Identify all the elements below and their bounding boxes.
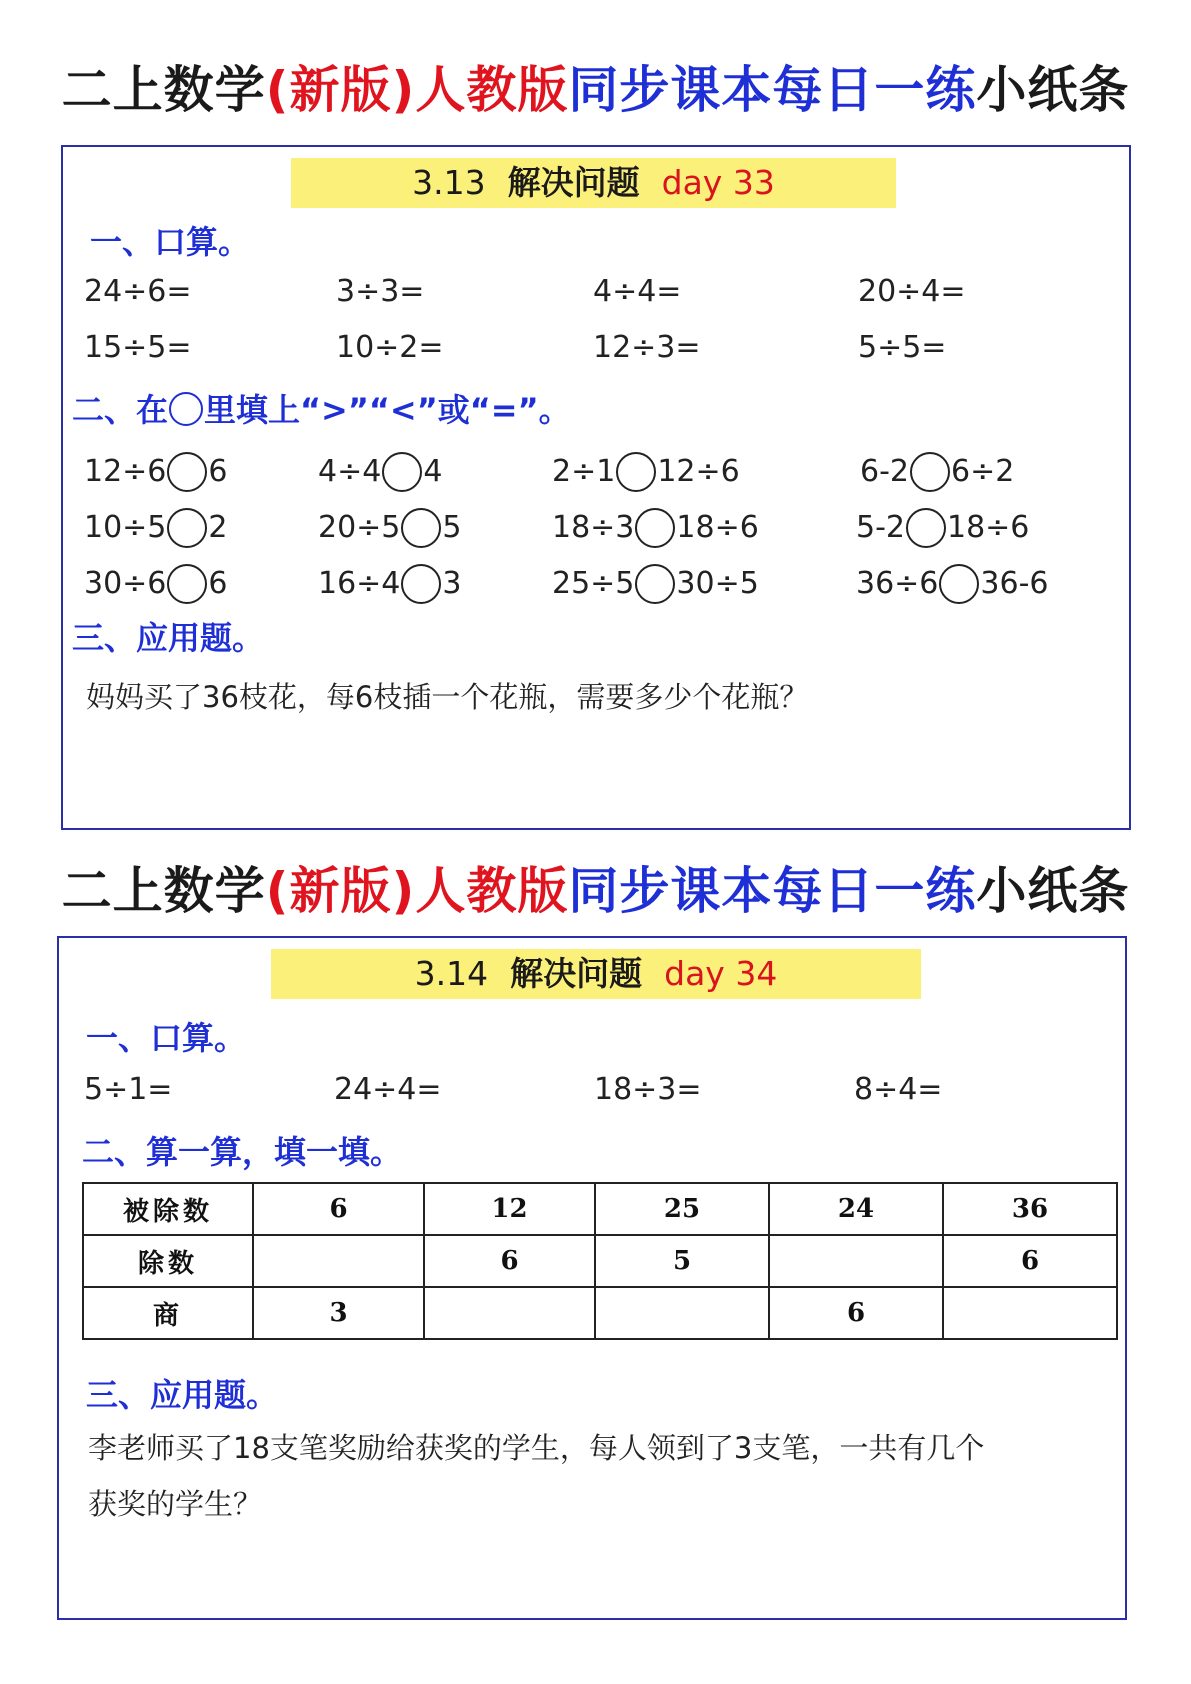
answer-circle[interactable] bbox=[401, 564, 441, 604]
table-cell: 25 bbox=[595, 1183, 769, 1235]
compare-left: 2÷1 bbox=[552, 454, 616, 489]
oral-problem: 3÷3= bbox=[336, 274, 425, 309]
compare-left: 25÷5 bbox=[552, 566, 635, 601]
table-cell-blank[interactable] bbox=[769, 1235, 943, 1287]
answer-circle[interactable] bbox=[906, 508, 946, 548]
lesson-code: 3.14 bbox=[414, 954, 489, 993]
banner-part3: 同步课本每日一练 bbox=[568, 862, 977, 920]
compare-item bbox=[84, 563, 228, 605]
section-title-oral: 一、口算。 bbox=[86, 1019, 247, 1057]
banner-part2: (新版)人教版 bbox=[265, 862, 569, 920]
table-cell: 3 bbox=[253, 1287, 424, 1339]
card-header-ribbon bbox=[271, 949, 921, 999]
compare-title-a: 二、在 bbox=[72, 391, 169, 429]
day-label: day 33 bbox=[661, 163, 775, 202]
oral-problem: 24÷4= bbox=[334, 1072, 442, 1107]
section-title-compare bbox=[72, 390, 571, 430]
oral-problem: 4÷4= bbox=[593, 274, 682, 309]
table-cell: 6 bbox=[424, 1235, 595, 1287]
compare-right: 6 bbox=[208, 566, 228, 601]
compare-right: 6÷2 bbox=[951, 454, 1015, 489]
banner-part1: 二上数学 bbox=[61, 862, 266, 920]
division-table bbox=[82, 1182, 1118, 1340]
day-label: day 34 bbox=[664, 954, 778, 993]
lesson-topic: 解决问题 bbox=[510, 954, 643, 993]
answer-circle[interactable] bbox=[635, 564, 675, 604]
compare-item bbox=[860, 451, 1014, 493]
compare-left: 16÷4 bbox=[318, 566, 401, 601]
compare-item bbox=[84, 507, 228, 549]
compare-left: 5-2 bbox=[856, 510, 905, 545]
table-cell-blank[interactable] bbox=[943, 1287, 1117, 1339]
answer-circle[interactable] bbox=[635, 508, 675, 548]
compare-left: 18÷3 bbox=[552, 510, 635, 545]
compare-item bbox=[318, 563, 462, 605]
compare-left: 12÷6 bbox=[84, 454, 167, 489]
table-row bbox=[83, 1287, 1117, 1339]
section-title-application: 三、应用题。 bbox=[72, 619, 265, 657]
compare-left: 4÷4 bbox=[318, 454, 382, 489]
oral-problem: 15÷5= bbox=[84, 330, 192, 365]
compare-right: 3 bbox=[442, 566, 462, 601]
compare-right: 18÷6 bbox=[947, 510, 1030, 545]
compare-right: 36-6 bbox=[980, 566, 1049, 601]
oral-problem: 8÷4= bbox=[854, 1072, 943, 1107]
table-cell: 12 bbox=[424, 1183, 595, 1235]
answer-circle[interactable] bbox=[382, 452, 422, 492]
compare-right: 5 bbox=[442, 510, 462, 545]
answer-circle[interactable] bbox=[167, 564, 207, 604]
table-cell: 5 bbox=[595, 1235, 769, 1287]
compare-left: 20÷5 bbox=[318, 510, 401, 545]
section-title-oral: 一、口算。 bbox=[90, 223, 251, 261]
word-problem-line2: 获奖的学生？ bbox=[88, 1487, 263, 1521]
banner-part2: (新版)人教版 bbox=[265, 61, 569, 119]
table-row bbox=[83, 1235, 1117, 1287]
banner-part3: 同步课本每日一练 bbox=[568, 61, 977, 119]
compare-left: 36÷6 bbox=[856, 566, 939, 601]
compare-right: 18÷6 bbox=[676, 510, 759, 545]
oral-problem: 10÷2= bbox=[336, 330, 444, 365]
compare-left: 30÷6 bbox=[84, 566, 167, 601]
compare-right: 4 bbox=[423, 454, 443, 489]
card-header-ribbon bbox=[291, 158, 896, 208]
row-label: 除数 bbox=[83, 1235, 253, 1287]
table-cell-blank[interactable] bbox=[253, 1235, 424, 1287]
compare-right: 2 bbox=[208, 510, 228, 545]
compare-item bbox=[856, 563, 1049, 605]
compare-item bbox=[552, 563, 759, 605]
table-cell: 24 bbox=[769, 1183, 943, 1235]
answer-circle[interactable] bbox=[910, 452, 950, 492]
section-title-table: 二、算一算，填一填。 bbox=[82, 1133, 403, 1171]
oral-problem: 24÷6= bbox=[84, 274, 192, 309]
answer-circle[interactable] bbox=[939, 564, 979, 604]
answer-circle[interactable] bbox=[167, 452, 207, 492]
compare-right: 30÷5 bbox=[676, 566, 759, 601]
oral-problem: 5÷1= bbox=[84, 1072, 173, 1107]
table-cell: 6 bbox=[943, 1235, 1117, 1287]
page-banner-bottom bbox=[0, 859, 1191, 923]
circle-icon bbox=[169, 392, 203, 426]
compare-item bbox=[84, 451, 228, 493]
compare-item bbox=[318, 451, 442, 493]
table-cell: 6 bbox=[253, 1183, 424, 1235]
oral-problem: 12÷3= bbox=[593, 330, 701, 365]
banner-part4: 小纸条 bbox=[976, 61, 1130, 119]
compare-item bbox=[318, 507, 462, 549]
oral-problem: 18÷3= bbox=[594, 1072, 702, 1107]
table-cell-blank[interactable] bbox=[424, 1287, 595, 1339]
compare-item bbox=[552, 507, 759, 549]
banner-part4: 小纸条 bbox=[976, 862, 1130, 920]
oral-problem: 20÷4= bbox=[858, 274, 966, 309]
lesson-code: 3.13 bbox=[412, 163, 486, 202]
compare-right: 6 bbox=[208, 454, 228, 489]
answer-circle[interactable] bbox=[167, 508, 207, 548]
answer-circle[interactable] bbox=[401, 508, 441, 548]
page-banner-top bbox=[0, 58, 1191, 122]
compare-left: 6-2 bbox=[860, 454, 909, 489]
row-label: 商 bbox=[83, 1287, 253, 1339]
answer-circle[interactable] bbox=[616, 452, 656, 492]
table-cell: 36 bbox=[943, 1183, 1117, 1235]
compare-title-b: 里填上“>”“<”或“=”。 bbox=[204, 391, 571, 429]
table-cell: 6 bbox=[769, 1287, 943, 1339]
word-problem: 妈妈买了36枝花，每6枝插一个花瓶，需要多少个花瓶？ bbox=[86, 680, 809, 714]
oral-problem: 5÷5= bbox=[858, 330, 947, 365]
compare-right: 12÷6 bbox=[657, 454, 740, 489]
table-row bbox=[83, 1183, 1117, 1235]
compare-item bbox=[856, 507, 1029, 549]
compare-left: 10÷5 bbox=[84, 510, 167, 545]
table-cell-blank[interactable] bbox=[595, 1287, 769, 1339]
lesson-topic: 解决问题 bbox=[507, 163, 640, 202]
word-problem-line1: 李老师买了18支笔奖励给获奖的学生，每人领到了3支笔，一共有几个 bbox=[88, 1431, 985, 1465]
row-label: 被除数 bbox=[83, 1183, 253, 1235]
banner-part1: 二上数学 bbox=[61, 61, 266, 119]
section-title-application: 三、应用题。 bbox=[86, 1376, 279, 1414]
compare-item bbox=[552, 451, 740, 493]
